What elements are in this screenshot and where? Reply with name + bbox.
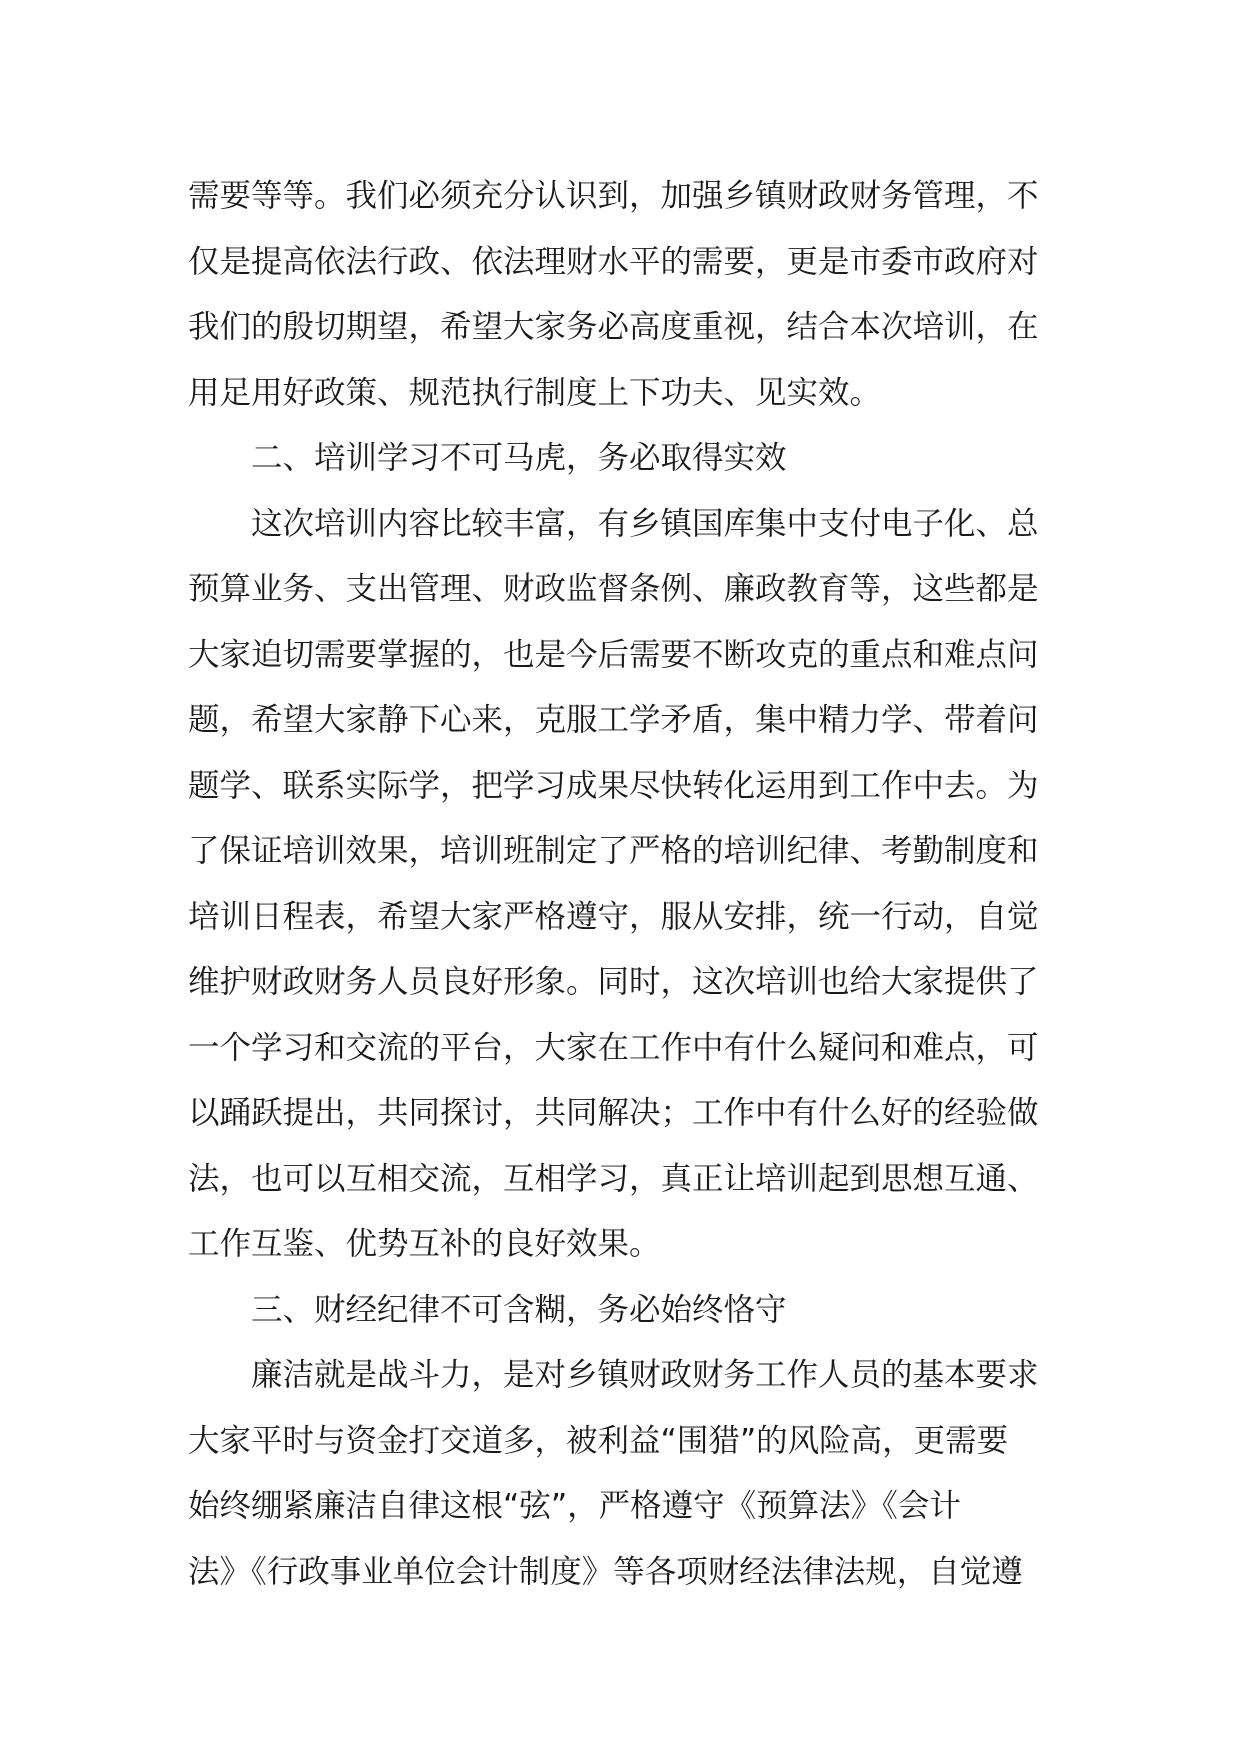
text-line: 仅是提高依法行政、依法理财水平的需要，更是市委市政府对 — [188, 243, 1039, 280]
text-line: 了保证培训效果，培训班制定了严格的培训纪律、考勤制度和 — [188, 833, 1039, 869]
text-line: 法》《行政事业单位会计制度》等各项财经法律法规，自觉遵 — [188, 1553, 1023, 1590]
text-line: 培训日程表，希望大家严格遵守，服从安排，统一行动，自觉 — [188, 898, 1039, 935]
text-line: 以踊跃提出，共同探讨，共同解决；工作中有什么好的经验做 — [188, 1095, 1039, 1131]
text-line: 一个学习和交流的平台，大家在工作中有什么疑问和难点，可 — [188, 1029, 1039, 1066]
text-line: 始终绷紧廉洁自律这根“弦”，严格遵守《预算法》《会计 — [188, 1488, 961, 1524]
text-line: 预算业务、支出管理、财政监督条例、廉政教育等，这些都是 — [188, 571, 1039, 607]
text-line: 我们的殷切期望，希望大家务必高度重视，结合本次培训，在 — [188, 309, 1039, 345]
text-line: 题，希望大家静下心来，克服工学矛盾，集中精力学、带着问 — [188, 702, 1039, 738]
text-line: 大家平时与资金打交道多，被利益“围猎”的风险高，更需要 — [188, 1422, 1009, 1459]
document-body — [188, 164, 1058, 1605]
text-line: 廉洁就是战斗力，是对乡镇财政财务工作人员的基本要求 — [251, 1357, 1039, 1393]
text-line: 大家迫切需要掌握的，也是今后需要不断攻克的重点和难点问 — [188, 636, 1039, 673]
text-line: 法，也可以互相交流，互相学习，真正让培训起到思想互通、 — [188, 1160, 1039, 1197]
text-line: 用足用好政策、规范执行制度上下功夫、见实效。 — [188, 374, 882, 411]
text-line: 维护财政财务人员良好形象。同时，这次培训也给大家提供了 — [188, 964, 1039, 1000]
text-line: 题学、联系实际学，把学习成果尽快转化运用到工作中去。为 — [188, 767, 1039, 804]
text-line: 这次培训内容比较丰富，有乡镇国库集中支付电子化、总 — [251, 505, 1039, 542]
section-heading-3: 三、财经纪律不可含糊，务必始终恪守 — [251, 1291, 787, 1328]
text-line: 需要等等。我们必须充分认识到，加强乡镇财政财务管理，不 — [188, 178, 1039, 214]
text-line: 工作互鉴、优势互补的良好效果。 — [188, 1226, 661, 1262]
section-heading-2: 二、培训学习不可马虎，务必取得实效 — [251, 440, 787, 476]
